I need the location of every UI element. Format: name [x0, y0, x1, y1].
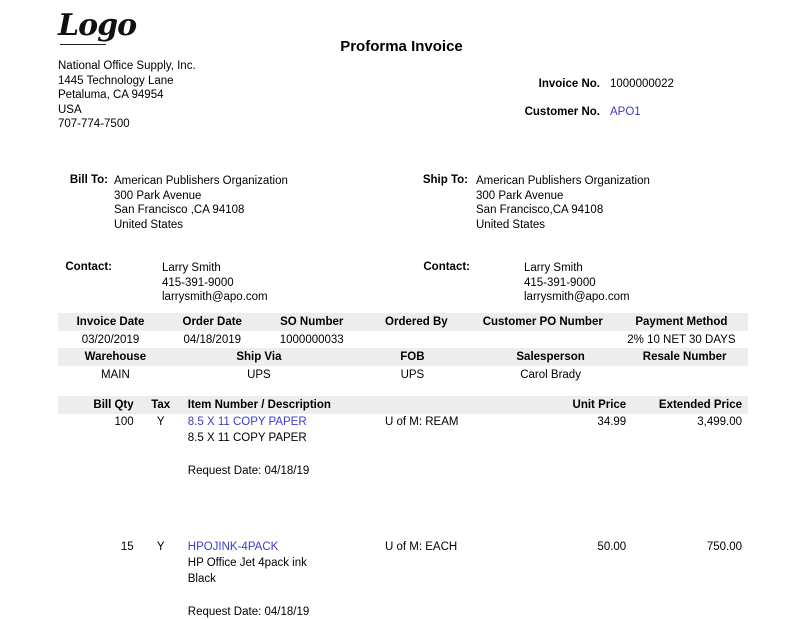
invoice-no-row	[500, 78, 745, 106]
col-tax: Tax	[140, 396, 182, 414]
cell-tax: Y	[156, 541, 165, 553]
table-header-row	[58, 396, 748, 414]
col-invoice-date: Invoice Date	[58, 313, 163, 331]
ship-to-name: American Publishers Organization	[476, 175, 650, 187]
ship-to-country: United States	[476, 218, 546, 231]
table-header-row	[58, 348, 748, 366]
cell-empty	[379, 604, 529, 620]
table-row-gap	[58, 479, 748, 509]
col-salesperson: Salesperson	[480, 348, 621, 366]
bill-to-street: 300 Park Avenue	[114, 189, 202, 202]
cell-empty	[58, 571, 140, 587]
cell-empty	[632, 571, 748, 587]
company-country: USA	[58, 103, 82, 116]
cell-item-description: 8.5 X 11 COPY PAPER	[187, 432, 307, 444]
table-row	[58, 331, 748, 349]
customer-no-row	[500, 106, 745, 134]
cell-empty	[529, 463, 633, 479]
table-row-spacer	[58, 587, 748, 604]
cell-spacer	[58, 446, 748, 463]
table-row-description	[58, 555, 748, 571]
cell-empty	[529, 571, 633, 587]
cell-request-date: Request Date: 04/18/19	[187, 465, 310, 477]
cell-so-number: 1000000033	[279, 334, 344, 346]
bill-to-name: American Publishers Organization	[114, 175, 288, 187]
cell-ordered-by	[362, 331, 471, 349]
col-warehouse: Warehouse	[58, 348, 173, 366]
invoice-no-label: Invoice No.	[538, 78, 600, 90]
bill-contact-email: larrysmith@apo.com	[162, 291, 268, 304]
cell-empty	[140, 571, 182, 587]
table-row	[58, 539, 748, 555]
cell-extended-price: 750.00	[706, 541, 742, 553]
ship-to-label: Ship To:	[422, 174, 468, 186]
table-header-row	[58, 313, 748, 331]
cell-gap	[58, 509, 748, 539]
cell-empty	[379, 430, 529, 446]
ship-to-address	[476, 174, 650, 232]
bill-to-label: Bill To:	[69, 174, 108, 186]
ship-to-street: 300 Park Avenue	[476, 189, 564, 202]
col-customer-po: Customer PO Number	[471, 313, 615, 331]
logo: Logo	[58, 8, 137, 43]
cell-unit-price: 50.00	[597, 541, 627, 553]
col-item-number-description: Item Number / Description	[182, 396, 379, 414]
company-address-block	[58, 59, 196, 132]
col-fob: FOB	[345, 348, 480, 366]
cell-empty	[140, 604, 182, 620]
cell-empty	[379, 555, 529, 571]
table-row-gap	[58, 509, 748, 539]
bill-to-country: United States	[114, 218, 184, 231]
col-uom	[379, 396, 529, 414]
cell-uom: U of M: EACH	[385, 541, 458, 553]
cell-uom: U of M: REAM	[385, 416, 459, 428]
col-payment-method: Payment Method	[615, 313, 748, 331]
col-extended-price: Extended Price	[632, 396, 748, 414]
page-title: Proforma Invoice	[340, 38, 463, 55]
cell-empty	[58, 555, 140, 571]
ship-contact-email: larrysmith@apo.com	[524, 291, 630, 304]
cell-bill-qty: 100	[114, 416, 134, 428]
company-city: Petaluma, CA 94954	[58, 89, 164, 102]
ship-contact-label: Contact:	[423, 261, 470, 273]
cell-empty	[58, 430, 140, 446]
order-info-table	[58, 313, 748, 349]
bill-contact-label: Contact:	[65, 261, 112, 273]
cell-gap	[58, 479, 748, 509]
customer-no-label: Customer No.	[524, 106, 600, 118]
company-street: 1445 Technology Lane	[58, 74, 174, 87]
cell-empty	[58, 463, 140, 479]
ship-contact-name: Larry Smith	[524, 262, 583, 274]
cell-salesperson: Carol Brady	[520, 369, 581, 381]
col-ordered-by: Ordered By	[362, 313, 471, 331]
cell-spacer	[58, 587, 748, 604]
cell-request-date: Request Date: 04/18/19	[187, 606, 310, 618]
col-order-date: Order Date	[163, 313, 262, 331]
cell-extended-price: 3,499.00	[697, 416, 742, 428]
customer-no-value[interactable]: APO1	[610, 106, 641, 118]
table-row-spacer	[58, 446, 748, 463]
cell-empty	[632, 430, 748, 446]
cell-empty	[529, 604, 633, 620]
shipping-info-table	[58, 348, 748, 384]
cell-item-number[interactable]: HPOJINK-4PACK	[187, 541, 279, 553]
col-resale-number: Resale Number	[621, 348, 748, 366]
cell-empty	[529, 430, 633, 446]
bill-to-city: San Francisco ,CA 94108	[114, 204, 245, 217]
ship-contact-phone: 415-391-9000	[524, 276, 596, 289]
cell-empty	[632, 555, 748, 571]
company-name: National Office Supply, Inc.	[58, 60, 196, 72]
invoice-meta	[500, 78, 745, 134]
table-row-request-date	[58, 463, 748, 479]
cell-bill-qty: 15	[120, 541, 134, 553]
cell-empty	[58, 604, 140, 620]
invoice-no-value: 1000000022	[610, 78, 674, 90]
cell-empty	[529, 555, 633, 571]
bill-contact-name: Larry Smith	[162, 262, 221, 274]
cell-empty	[379, 571, 529, 587]
table-row-description	[58, 430, 748, 446]
table-row-request-date	[58, 604, 748, 620]
ship-to-city: San Francisco,CA 94108	[476, 204, 604, 217]
cell-unit-price: 34.99	[597, 416, 627, 428]
col-bill-qty: Bill Qty	[58, 396, 140, 414]
col-ship-via: Ship Via	[173, 348, 345, 366]
cell-tax: Y	[156, 416, 165, 428]
cell-fob: UPS	[400, 369, 425, 381]
col-so-number: SO Number	[262, 313, 362, 331]
bill-to-address	[114, 174, 288, 232]
cell-empty	[140, 555, 182, 571]
cell-empty	[632, 463, 748, 479]
cell-payment-method: 2% 10 NET 30 DAYS	[627, 334, 736, 346]
cell-warehouse: MAIN	[101, 369, 130, 381]
table-row	[58, 366, 748, 384]
line-items-table	[58, 396, 748, 620]
cell-empty	[632, 604, 748, 620]
cell-empty	[379, 463, 529, 479]
cell-order-date: 04/18/2019	[183, 334, 242, 346]
company-phone: 707-774-7500	[58, 118, 130, 131]
bill-contact-info	[162, 261, 268, 305]
col-unit-price: Unit Price	[529, 396, 633, 414]
cell-empty	[140, 463, 182, 479]
bill-contact-phone: 415-391-9000	[162, 276, 234, 289]
table-row-description2	[58, 571, 748, 587]
cell-invoice-date: 03/20/2019	[81, 334, 140, 346]
cell-ship-via: UPS	[247, 369, 271, 381]
cell-item-description: HP Office Jet 4pack ink	[187, 557, 307, 569]
cell-item-description-2: Black	[187, 573, 216, 585]
table-row	[58, 414, 748, 430]
ship-contact-info	[524, 261, 630, 305]
cell-empty	[140, 430, 182, 446]
cell-customer-po	[471, 331, 615, 349]
cell-item-number[interactable]: 8.5 X 11 COPY PAPER	[187, 416, 307, 428]
cell-resale-number	[621, 366, 748, 384]
